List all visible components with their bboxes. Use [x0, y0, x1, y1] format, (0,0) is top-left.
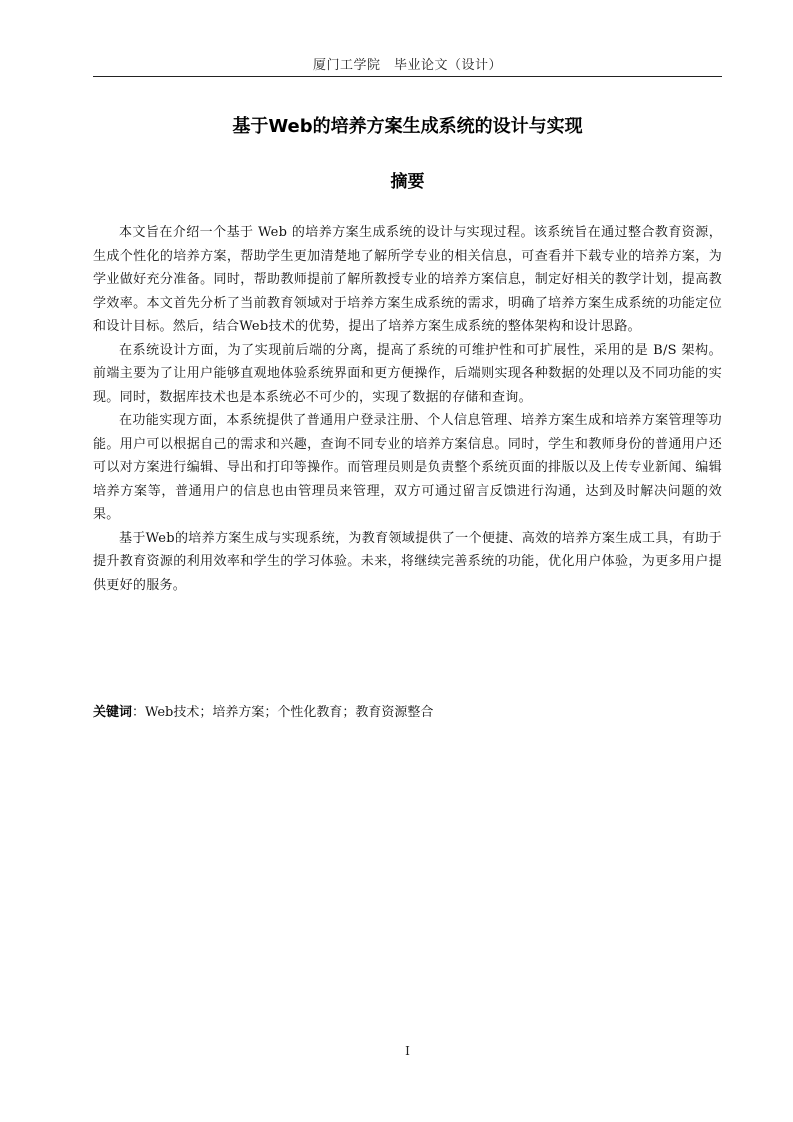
- keywords-line: [93, 703, 722, 723]
- abstract-paragraph-3: 在功能实现方面，本系统提供了普通用户登录注册、个人信息管理、培养方案生成和培养方案管理等功能。用户可以根据自己的需求和兴趣，查询不同专业的培养方案信息。同时，学生和教师身份的普通用户还可以对方案进行编辑、导出和打印等操作。而管理员则是负责整个系统页面的排版以及上传专业新闻、编辑培养方案等，普通用户的信息也由管理员来管理，双方可通过留言反馈进行沟通，达到及时解决问题的效果。: [93, 413, 722, 522]
- abstract-paragraph-1: 本文旨在介绍一个基于 Web 的培养方案生成系统的设计与实现过程。该系统旨在通过整合教育资源，生成个性化的培养方案，帮助学生更加清楚地了解所学专业的相关信息，可查看并下载专业的培养方案，为学业做好充分准备。同时，帮助教师提前了解所教授专业的培养方案信息，制定好相关的教学计划，提高教学效率。本文首先分析了当前教育领域对于培养方案生成系统的需求，明确了培养方案生成系统的功能定位和设计目标。然后，结合Web技术的优势，提出了培养方案生成系统的整体架构和设计思路。: [93, 225, 722, 334]
- abstract-paragraph-2: 在系统设计方面，为了实现前后端的分离，提高了系统的可维护性和可扩展性，采用的是 B/S 架构。前端主要为了让用户能够直观地体验系统界面和更方便操作，后端则实现各种数据的处理以及不同功能的实现。同时，数据库技术也是本系统必不可少的，实现了数据的存储和查询。: [93, 342, 722, 405]
- abstract-paragraph-4: 基于Web的培养方案生成与实现系统，为教育领域提供了一个便捷、高效的培养方案生成工具，有助于提升教育资源的利用效率和学生的学习体验。未来，将继续完善系统的功能，优化用户体验，为更多用户提供更好的服务。: [93, 530, 722, 593]
- keywords-label: 关键词: [93, 705, 133, 720]
- page-number: I: [405, 1044, 410, 1058]
- abstract-body: [93, 221, 722, 597]
- keywords-separator: ：: [132, 705, 146, 720]
- keywords-text: Web技术；培养方案；个性化教育；教育资源整合: [145, 705, 434, 720]
- running-header: 厦门工学院 毕业论文（设计）: [312, 58, 502, 73]
- paper-title: 基于Web的培养方案生成系统的设计与实现: [232, 116, 583, 137]
- header-divider: [93, 76, 722, 77]
- abstract-heading: 摘要: [390, 172, 425, 192]
